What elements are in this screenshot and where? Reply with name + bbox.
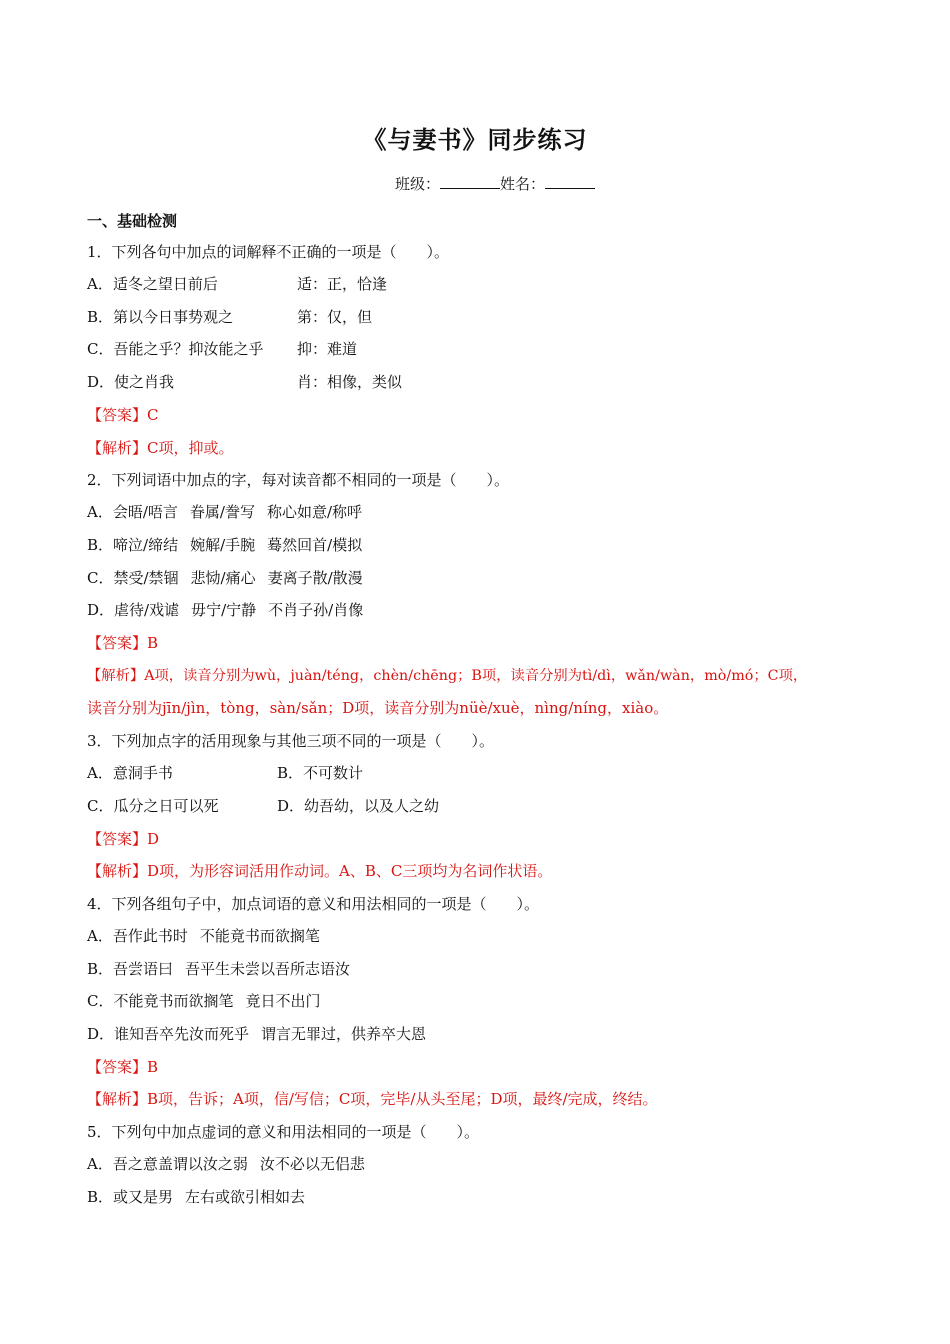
section-heading: 一、基础检测 [87, 212, 178, 230]
class-label: 班级： [394, 175, 440, 193]
q4-option-c: C．不能竟书而欲搁笔 竟日不出门 [87, 992, 321, 1010]
q1-answer: 【答案】C [87, 406, 159, 424]
q5-option-b: B．或又是男 左右或欲引相如去 [87, 1188, 306, 1206]
q4-option-a: A．吾作此书时 不能竟书而欲搁笔 [87, 927, 320, 945]
q3-stem: 3．下列加点字的活用现象与其他三项不同的一项是（ ）。 [87, 732, 495, 750]
q1-analysis: 【解析】C项，抑或。 [87, 439, 234, 457]
q2-answer: 【答案】B [87, 634, 159, 652]
q1-option-a: A．适冬之望日前后 适：正，恰逢 [87, 275, 388, 293]
q3-options-cd: C．瓜分之日可以死 D．幼吾幼，以及人之幼 [87, 797, 440, 815]
q1-stem: 1．下列各句中加点的词解释不正确的一项是（ ）。 [87, 243, 450, 261]
q2-option-a: A．会晤/唔言 眷属/誊写 称心如意/称呼 [87, 503, 363, 521]
q2-option-b: B．啼泣/缔结 婉解/手腕 蓦然回首/模拟 [87, 536, 363, 554]
q2-analysis: 【解析】A项，读音分别为wù，juàn/téng，chèn/chēng；B项，读音分别为tì/dì，wǎn/wàn，mò/mó；C项， [87, 668, 808, 684]
q5-stem: 5．下列句中加点虚词的意义和用法相同的一项是（ ）。 [87, 1123, 480, 1141]
class-name-line [0, 173, 950, 194]
name-label: 姓名： [500, 175, 546, 193]
q2-analysis-cont: 读音分别为jīn/jìn，tòng，sàn/sǎn；D项，读音分别为nüè/xuè，nìng/níng，xiào。 [87, 699, 669, 717]
q4-answer: 【答案】B [87, 1058, 159, 1076]
q3-options-ab: A．意洞手书 B．不可数计 [87, 764, 364, 782]
page-title: 《与妻书》同步练习 [362, 125, 588, 154]
name-blank[interactable] [545, 174, 595, 189]
class-blank[interactable] [440, 174, 500, 189]
q4-analysis: 【解析】B项，告诉；A项，信/写信；C项，完毕/从头至尾；D项，最终/完成，终结。 [87, 1090, 658, 1108]
q2-stem: 2．下列词语中加点的字，每对读音都不相同的一项是（ ）。 [87, 471, 510, 489]
q4-stem: 4．下列各组句子中，加点词语的意义和用法相同的一项是（ ）。 [87, 895, 540, 913]
q1-option-b: B．第以今日事势观之 第：仅，但 [87, 308, 373, 326]
q2-option-d: D．虐待/戏谑 毋宁/宁静 不肖子孙/肖像 [87, 601, 364, 619]
q3-analysis: 【解析】D项，为形容词活用作动词。A、B、C三项均为名词作状语。 [87, 862, 553, 880]
q2-option-c: C．禁受/禁锢 悲恸/痛心 妻离子散/散漫 [87, 569, 363, 587]
q4-option-b: B．吾尝语曰 吾平生未尝以吾所志语汝 [87, 960, 351, 978]
q1-option-d: D．使之肖我 肖：相像，类似 [87, 373, 403, 391]
q5-option-a: A．吾之意盖谓以汝之弱 汝不必以无侣悲 [87, 1155, 365, 1173]
q1-option-c: C．吾能之乎？抑汝能之乎 抑：难道 [87, 340, 358, 358]
q4-option-d: D．谁知吾卒先汝而死乎 谓言无罪过，供养卒大恩 [87, 1025, 427, 1043]
q3-answer: 【答案】D [87, 830, 160, 848]
